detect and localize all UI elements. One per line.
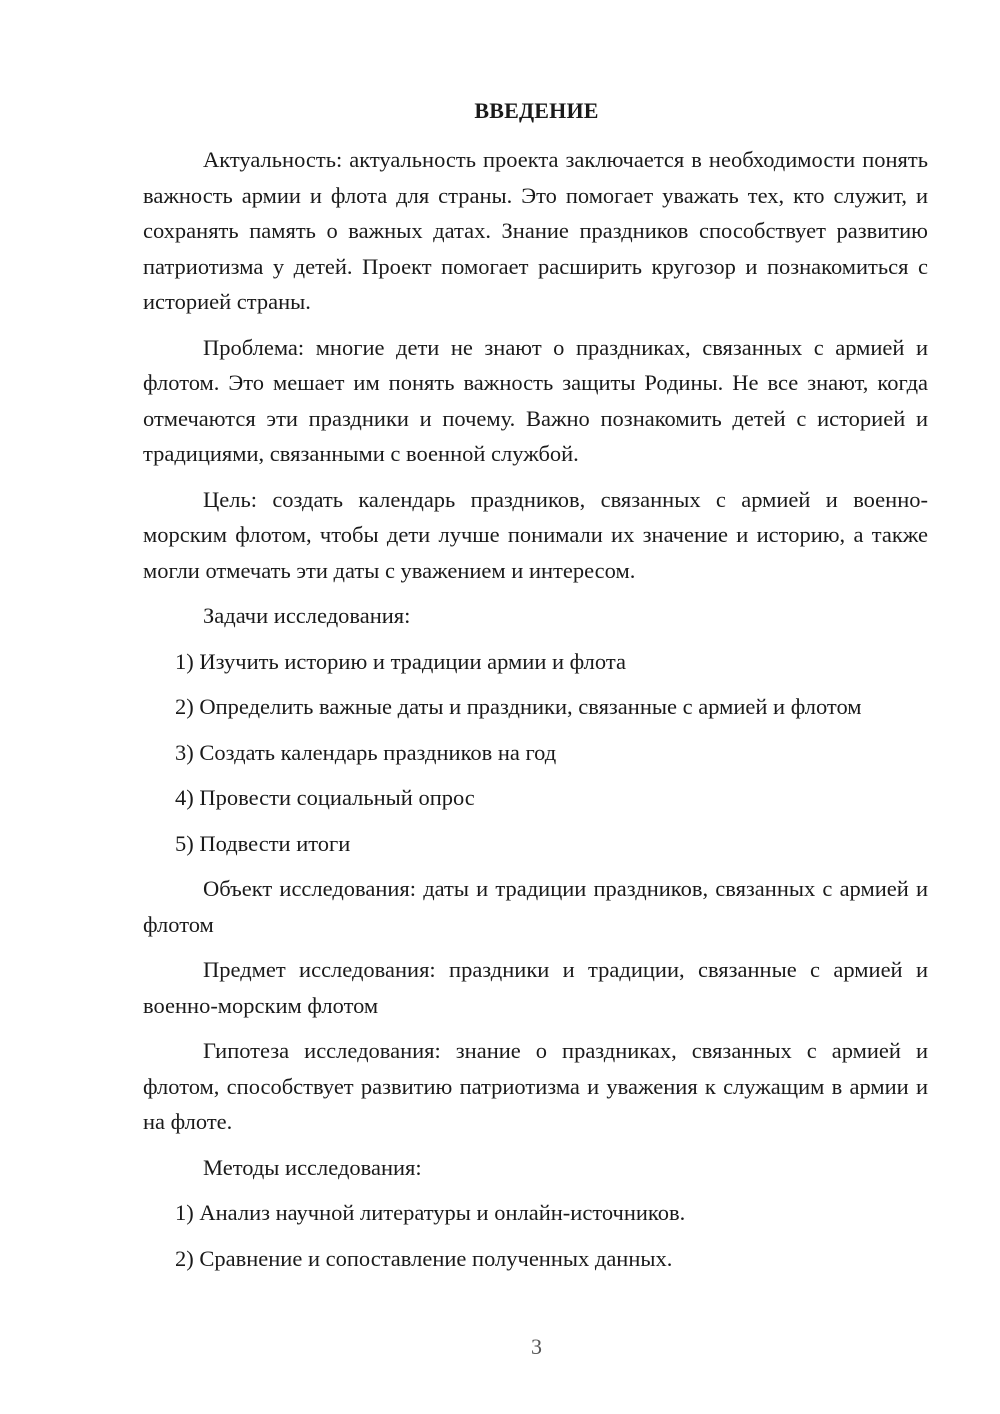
methods-heading: Методы исследования: [203, 1154, 422, 1180]
method-item-2: 2) Сравнение и сопоставление полученных данных. [175, 1245, 673, 1271]
task-item-4: 4) Провести социальный опрос [175, 785, 475, 810]
paragraph-goal: Цель: создать календарь праздников, связанных с армией и военно-морским флотом, чтобы дети лучше понимали их значение и историю, а также могли отмечать эти даты с уважением и интересом. [143, 486, 928, 583]
paragraph-subject: Предмет исследования: праздники и традиции, связанные с армией и военно-морским флотом [143, 957, 928, 1018]
section-title: ВВЕДЕНИЕ [474, 98, 599, 123]
page-number: 3 [531, 1334, 542, 1359]
paragraph-object: Объект исследования: даты и традиции праздников, связанных с армией и флотом [143, 876, 928, 937]
paragraph-relevance: Актуальность: актуальность проекта заключается в необходимости понять важность армии и флота для страны. Это помогает уважать тех, кто служит, и сохранять память о важных датах. Знание праздников способствует развитию патриотизма у детей. Проект помогает расширить кругозор и познакомиться с историей страны. [143, 147, 928, 314]
paragraph-hypothesis: Гипотеза исследования: знание о праздниках, связанных с армией и флотом, способствует развитию патриотизма и уважения к служащим в армии и на флоте. [143, 1038, 928, 1134]
task-item-3: 3) Создать календарь праздников на год [175, 739, 557, 765]
paragraph-problem: Проблема: многие дети не знают о праздниках, связанных с армией и флотом. Это мешает им понять важность защиты Родины. Не все знают, когда отмечаются эти праздники и почему. Важно познакомить детей с историей и традициями, связанными с военной службой. [143, 334, 928, 466]
task-item-5: 5) Подвести итоги [175, 830, 351, 856]
tasks-heading: Задачи исследования: [203, 603, 411, 628]
task-item-2: 2) Определить важные даты и праздники, связанные с армией и флотом [175, 694, 862, 719]
section-body [143, 142, 928, 1276]
method-item-1: 1) Анализ научной литературы и онлайн-источников. [175, 1200, 686, 1225]
task-item-1: 1) Изучить историю и традиции армии и флота [175, 648, 626, 674]
